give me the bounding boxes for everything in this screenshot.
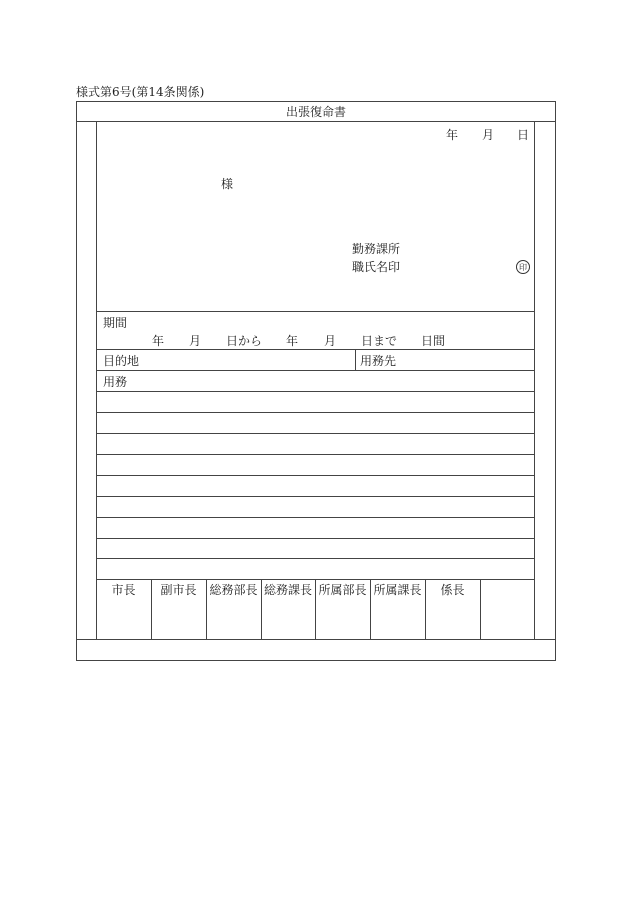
approval-subsection-chief: 係長 [440,583,465,597]
period-top-line [96,311,534,312]
period-from: 日から [226,334,263,348]
approval-general-affairs-chief: 総務課長 [263,583,312,597]
period-year-2: 年 [286,334,299,348]
business-line-7 [96,517,534,518]
name-label: 職氏名印 [352,260,401,274]
business-line-6 [96,496,534,497]
office-label: 勤務課所 [352,242,401,256]
destination-label: 目的地 [103,354,140,368]
business-top-line [96,370,534,371]
period-month-2: 月 [324,334,337,348]
period-label: 期間 [103,316,128,330]
date-day: 日 [517,128,530,142]
destination-divider [355,349,356,370]
bottom-line [76,639,556,640]
business-line-1 [96,391,534,392]
form-title: 出張復命書 [285,105,346,119]
period-until: 日まで [361,334,398,348]
business-line-3 [96,433,534,434]
period-days: 日間 [421,334,446,348]
addressee-suffix: 様 [221,177,234,191]
form-number: 様式第6号(第14条関係) [76,85,205,99]
business-line-2 [96,412,534,413]
business-line-9 [96,558,534,559]
approval-deputy-mayor: 副市長 [160,583,197,597]
approval-divider-7 [480,579,481,639]
period-month-1: 月 [189,334,202,348]
destination-top-line [96,349,534,350]
business-line-4 [96,454,534,455]
approval-section-chief: 所属課長 [373,583,422,597]
approval-general-affairs-director: 総務部長 [209,583,258,597]
date-month: 月 [482,128,495,142]
business-line-5 [96,475,534,476]
title-divider [76,121,556,122]
form-frame [76,101,556,661]
seal-icon: 印 [516,260,530,274]
business-label: 用務 [103,375,128,389]
date-year: 年 [446,128,459,142]
inner-right-border [534,121,535,639]
approval-mayor: 市長 [111,583,136,597]
visited-label: 用務先 [360,354,397,368]
business-line-8 [96,538,534,539]
inner-left-border [96,121,97,639]
period-year-1: 年 [152,334,165,348]
approval-department-director: 所属部長 [318,583,367,597]
